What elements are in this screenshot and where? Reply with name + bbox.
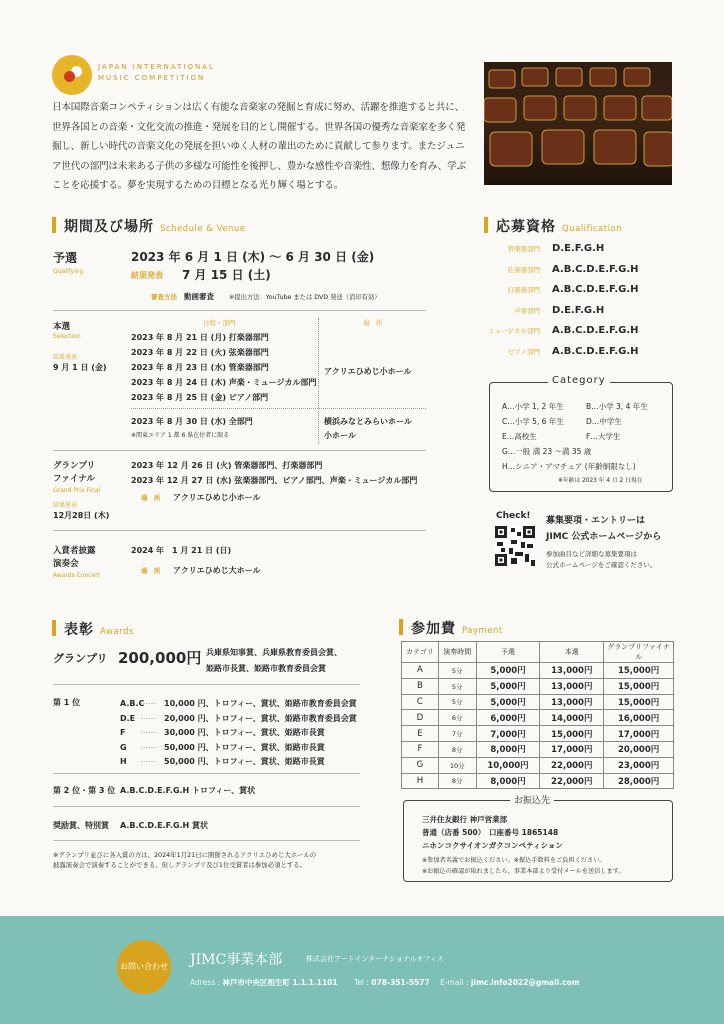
heading-bar — [484, 217, 488, 233]
check-note2: 公式ホームページをご確認ください。 — [546, 561, 657, 569]
gp-row1: 2023 年 12 月 26 日 (火) 管楽器部門、打楽器部門 — [131, 461, 323, 470]
awards-title: 表彰 — [64, 622, 94, 638]
first-desc: 50,000 円、トロフィー、賞状、姫路市長賞 — [164, 742, 325, 752]
aw-label1: 入賞者披露 — [53, 546, 96, 556]
cell-category: G — [402, 757, 439, 773]
qual-row — [478, 284, 639, 305]
table-row — [402, 678, 674, 694]
gp-row2: 2023 年 12 月 27 日 (水) 弦楽器部門、ピアノ部門、声楽・ミュージカル部門 — [131, 476, 418, 485]
sel-result-label: 結果発表 — [53, 354, 78, 361]
first-label: 第 1 位 — [53, 698, 81, 707]
divider — [53, 806, 360, 807]
column-divider — [318, 318, 319, 444]
cell-final: 17,000円 — [604, 726, 674, 742]
cell-time: 8分 — [438, 773, 476, 789]
first-cat: H — [120, 757, 127, 766]
enc-desc: A.B.C.D.E.F.G.H 賞状 — [120, 821, 209, 830]
awards-heading — [52, 619, 134, 639]
cell-time: 7分 — [438, 726, 476, 742]
cell-selection: 22,000円 — [540, 773, 604, 789]
cell-qualifying: 6,000円 — [476, 710, 540, 726]
cell-qualifying: 5,000円 — [476, 694, 540, 710]
col-venue: 場 所 — [363, 319, 383, 327]
cell-category: H — [402, 773, 439, 789]
venue-label: 場 所 — [141, 567, 161, 575]
cat-item: F…大学生 — [586, 432, 621, 441]
qual-label: 予選 — [53, 251, 78, 265]
heading-bar — [52, 620, 56, 636]
qualification-title-en: Qualification — [562, 224, 623, 234]
divider — [131, 408, 426, 409]
gp-label1: グランプリ — [53, 461, 96, 471]
cell-selection: 17,000円 — [540, 741, 604, 757]
cat-item: H…シニア・アマチュア (年齢制限なし) — [502, 462, 636, 471]
cell-selection: 13,000円 — [540, 663, 604, 679]
sel-label-en: Selection — [53, 333, 81, 340]
award-gp-prize2: 姫路市長賞、姫路市教育委員会賞 — [206, 664, 326, 673]
cell-selection: 15,000円 — [540, 726, 604, 742]
divider — [53, 310, 426, 311]
logo-text — [98, 62, 215, 84]
transfer-note1: ※参加者名義でお振込ください。※振込手数料をご負担ください。 — [422, 857, 606, 864]
table-header: カテゴリ — [402, 642, 439, 663]
heading-bar — [52, 217, 56, 233]
venue-label: 場 所 — [141, 494, 161, 502]
table-header: 本選 — [540, 642, 604, 663]
sel-row: 2023 年 8 月 25 日 (金) ピアノ部門 — [131, 393, 269, 402]
check-label: Check! — [496, 511, 531, 521]
check-note1: 参加曲目など詳細な募集要項は — [546, 550, 637, 558]
footer — [0, 916, 724, 1024]
cat-item: C…小学 5, 6 年生 — [502, 417, 564, 426]
transfer-title: お振込先 — [510, 793, 554, 806]
footer-company: 株式会社アートインターナショナルオフィス — [306, 955, 444, 963]
cell-final: 15,000円 — [604, 694, 674, 710]
qual-dept: 打楽器部門 — [507, 286, 540, 294]
award-gp-prize — [206, 645, 342, 677]
table-row — [402, 726, 674, 742]
cell-qualifying: 10,000円 — [476, 757, 540, 773]
concert-hall-photo — [484, 62, 672, 185]
transfer-note — [422, 855, 625, 877]
footer-email[interactable]: jimc.info2022@gmail.com — [470, 978, 580, 987]
logo-line1: JAPAN INTERNATIONAL — [98, 63, 215, 71]
payment-title-en: Payment — [462, 626, 503, 636]
table-row — [402, 757, 674, 773]
sel-row: 2023 年 8 月 21 日 (月) 打楽器部門 — [131, 333, 269, 342]
cell-category: D — [402, 710, 439, 726]
cat-item: G…一般 満 23 ～満 35 歳 — [502, 447, 592, 456]
table-row — [402, 694, 674, 710]
category-col-right — [586, 399, 648, 444]
first-desc: 10,000 円、トロフィー、賞状、姫路市教育委員会賞 — [164, 699, 357, 708]
qual-dept: ミュージカル部門 — [488, 327, 540, 335]
qual-dept: 声楽部門 — [514, 306, 540, 315]
table-header: 予選 — [476, 642, 540, 663]
sel-row-all: 2023 年 8 月 30 日 (水) 全部門 — [131, 417, 253, 426]
qual-value: A.B.C.D.E.F.G.H — [552, 325, 639, 336]
awards-note2: 披露演奏会で演奏することができる。但しグランプリ及び1位受賞者は参加必須とする。 — [53, 861, 307, 869]
bank-account: 普通（店番 500） 口座番号 1865148 — [422, 828, 559, 837]
gp-label-en: Grand Prix Final — [53, 487, 101, 494]
qual-row — [478, 243, 639, 264]
qual-dates: 2023 年 6 月 1 日 (木) ～ 6 月 30 日 (金) — [131, 250, 375, 264]
schedule-title-en: Schedule & Venue — [160, 224, 246, 234]
aw-label-en: Awards Concert — [53, 572, 101, 579]
qual-value: D.E.F.G.H — [552, 304, 605, 316]
first-descs — [164, 697, 357, 770]
second-desc: A.B.C.D.E.F.G.H トロフィー、賞状 — [120, 786, 256, 795]
qual-dept: 管楽器部門 — [507, 245, 540, 253]
payment-table — [401, 641, 674, 789]
cell-final: 20,000円 — [604, 741, 674, 757]
account-holder: ニホンコクサイオンガクコンペティション — [422, 841, 563, 850]
cell-final: 16,000円 — [604, 710, 674, 726]
aw-date: 2024 年 1 月 21 日 (日) — [131, 546, 232, 555]
cell-time: 5分 — [438, 663, 476, 679]
qual-row — [478, 305, 639, 326]
review-label: 審査方法 — [151, 293, 177, 301]
sel-label: 本選 — [53, 322, 71, 332]
qualification-list — [478, 243, 639, 366]
cell-category: C — [402, 694, 439, 710]
transfer-box — [403, 796, 673, 882]
table-header: グランプリファイナル — [604, 642, 674, 663]
gp-label2: ファイナル — [53, 474, 95, 484]
sel-venue2a: 横浜みなとみらいホール — [324, 417, 412, 426]
payment-heading — [399, 618, 503, 638]
cell-selection: 22,000円 — [540, 757, 604, 773]
gp-result: 12月28日 (木) — [53, 511, 110, 520]
table-row — [402, 710, 674, 726]
cell-time: 8分 — [438, 741, 476, 757]
cell-time: 5分 — [438, 678, 476, 694]
contact-badge: お問い合わせ — [117, 940, 171, 994]
awards-note1: ※グランプリ並びに各入賞の方は、2024年1月21日に開催されるアクリエひめじ大ホールの — [53, 851, 317, 859]
cat-item: B…小学 3, 4 年生 — [586, 402, 648, 411]
cell-qualifying: 8,000円 — [476, 773, 540, 789]
sel-note: ※関東エリア 1 都 6 県在住者に限る — [131, 432, 230, 439]
gp-result-label: 結果発表 — [53, 502, 78, 509]
divider — [53, 840, 360, 841]
cell-category: E — [402, 726, 439, 742]
footer-contact-line: Adress : 神戸市中央区相生町 1.1.1.1101 Tel : 078-351-5577 E-mail : jimc.info2022@gmail.com — [190, 978, 580, 987]
cell-category: A — [402, 663, 439, 679]
sel-result: 9 月 1 日 (金) — [53, 363, 107, 372]
first-desc: 20,000 円、トロフィー、賞状、姫路市教育委員会賞 — [164, 713, 357, 723]
award-gp-prize1: 兵庫県知事賞、兵庫県教育委員会賞、 — [206, 648, 342, 657]
cat-item: A…小学 1, 2 年生 — [502, 402, 564, 411]
table-row — [402, 663, 674, 679]
cell-final: 23,000円 — [604, 757, 674, 773]
second-label: 第 2 位・第 3 位 — [53, 786, 116, 795]
cat-item: E…高校生 — [502, 432, 537, 441]
first-cat: A.B.C — [120, 699, 145, 708]
transfer-note2: ※お振込の確認が取れましたら、事業本部より受付メールを送信します。 — [422, 868, 625, 875]
qual-value: A.B.C.D.E.F.G.H — [552, 263, 639, 275]
enc-label: 奨励賞、特別賞 — [53, 821, 109, 830]
cell-final: 28,000円 — [604, 773, 674, 789]
schedule-title: 期間及び場所 — [64, 219, 154, 235]
footer-tel[interactable]: 078-351-5577 — [371, 978, 430, 987]
bank-name: 三井住友銀行 神戸営業部 — [422, 815, 508, 824]
sel-row: 2023 年 8 月 23 日 (水) 管楽器部門 — [131, 363, 269, 372]
first-cat: D.E — [120, 713, 136, 723]
cat-item: D…中学生 — [586, 417, 622, 426]
cell-selection: 13,000円 — [540, 694, 604, 710]
leader-dots: ⋯⋯ ⋯⋯ ⋯⋯ ⋯⋯ ⋯⋯ — [140, 699, 156, 766]
qual-value: D.E.F.G.H — [552, 243, 605, 254]
logo — [52, 55, 92, 95]
schedule-heading — [52, 216, 245, 236]
cell-selection: 13,000円 — [540, 678, 604, 694]
heading-bar — [399, 619, 403, 635]
awards-note — [53, 850, 316, 870]
qual-dept: ピアノ部門 — [508, 347, 540, 356]
sel-row: 2023 年 8 月 24 日 (木) 声楽・ミュージカル部門 — [131, 378, 317, 387]
gp-venue: アクリエひめじ小ホール — [173, 493, 261, 502]
award-gp-amount: 200,000円 — [118, 649, 202, 667]
first-desc: 50,000 円、トロフィー、賞状、姫路市長賞 — [164, 757, 325, 766]
transfer-info — [422, 813, 563, 852]
qual-row — [478, 325, 639, 346]
divider — [53, 773, 360, 774]
cell-final: 15,000円 — [604, 678, 674, 694]
cell-time: 6分 — [438, 710, 476, 726]
first-desc: 30,000 円、トロフィー、賞状、姫路市長賞 — [164, 728, 325, 737]
check-note — [546, 549, 656, 571]
aw-venue: アクリエひめじ大ホール — [173, 566, 261, 575]
cell-qualifying: 8,000円 — [476, 741, 540, 757]
sel-venue2b: 小ホール — [324, 431, 356, 440]
award-gp-label: グランプリ — [53, 652, 108, 665]
cell-time: 10分 — [438, 757, 476, 773]
qual-value: A.B.C.D.E.F.G.H — [552, 345, 639, 357]
first-cat: G — [120, 742, 127, 752]
result-label: 結果発表 — [131, 271, 163, 280]
qr-code-icon[interactable] — [495, 526, 535, 566]
review-method: 動画審査 — [184, 292, 214, 301]
qual-label-en: Qualifying — [53, 268, 84, 275]
cat-note: ※年齢は 2023 年 4 月 2 日現在 — [558, 478, 643, 484]
divider — [53, 530, 426, 531]
cell-time: 5分 — [438, 694, 476, 710]
table-header: 演奏時間 — [438, 642, 476, 663]
intro-text: 日本国際音楽コンペティションは広く有能な音楽家の発掘と育成に努め、活躍を推進すると共に、世界各国との音楽・文化交流の推進・発展を目的とし開催する。世界各国の優秀な音楽家を多く発掘し、新しい時代の音楽文化の発展を担いゆく人材の輩出のために貢献して参ります。またジュニア世代の部門は未来ある子供の多様な可能性を後押し、豊かな感性や音楽性、想像力を育み、学ぶことを応援する。夢を実現するための目標となる光り輝く場とする。 — [52, 102, 466, 191]
cell-qualifying: 5,000円 — [476, 663, 540, 679]
cell-qualifying: 5,000円 — [476, 678, 540, 694]
aw-label2: 演奏会 — [53, 559, 79, 569]
divider — [53, 684, 360, 685]
awards-title-en: Awards — [100, 627, 134, 637]
qual-dept: 弦楽器部門 — [507, 265, 540, 274]
qual-row — [478, 264, 639, 285]
divider — [53, 450, 426, 451]
email-label: E-mail — [440, 978, 464, 987]
cell-qualifying: 7,000円 — [476, 726, 540, 742]
footer-address: 神戸市中央区相生町 1.1.1.1101 — [222, 978, 338, 987]
footer-org: JIMC事業本部 — [190, 952, 283, 968]
payment-title: 参加費 — [411, 621, 456, 637]
address-label: Adress — [190, 978, 216, 987]
table-row — [402, 773, 674, 789]
tel-label: Tel — [353, 978, 364, 987]
qual-row — [478, 346, 639, 367]
sel-row: 2023 年 8 月 22 日 (火) 弦楽器部門 — [131, 348, 269, 357]
qualification-title: 応募資格 — [496, 219, 556, 235]
result-date: 7 月 15 日 (土) — [182, 268, 271, 282]
col-date: 日程・部門 — [203, 319, 236, 327]
review-note: ※提出方法：YouTube または DVD 発送（消印有効） — [229, 294, 381, 301]
cell-final: 15,000円 — [604, 663, 674, 679]
table-header-row — [402, 642, 674, 663]
cell-category: B — [402, 678, 439, 694]
check-line2[interactable]: JIMC 公式ホームページから — [546, 532, 662, 542]
table-row — [402, 741, 674, 757]
first-cat: F — [120, 728, 126, 737]
logo-line2: MUSIC COMPETITION — [98, 74, 206, 82]
category-title: Category — [548, 375, 610, 386]
cell-selection: 14,000円 — [540, 710, 604, 726]
sel-rows — [131, 330, 316, 405]
qualification-heading — [484, 216, 622, 236]
cell-category: F — [402, 741, 439, 757]
check-text — [546, 513, 661, 545]
sel-venue: アクリエひめじ小ホール — [324, 367, 412, 376]
qual-value: A.B.C.D.E.F.G.H — [552, 284, 639, 295]
category-box — [489, 375, 673, 492]
check-line1: 募集要項・エントリーは — [546, 516, 646, 526]
